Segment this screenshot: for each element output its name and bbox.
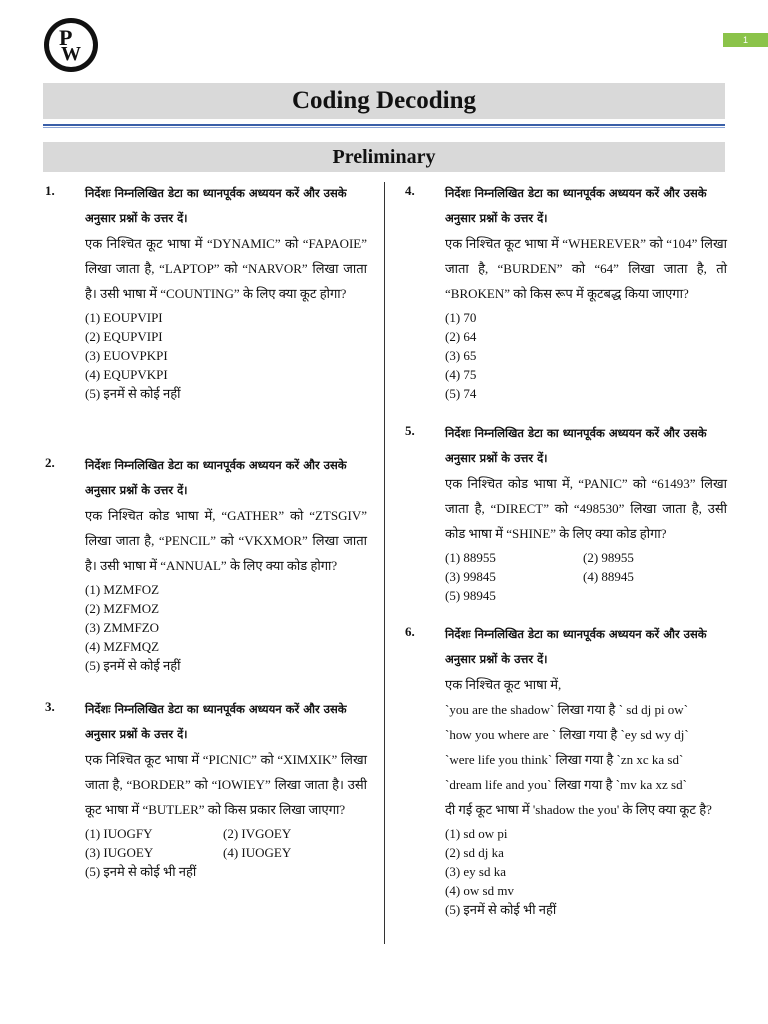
option: (1) MZMFOZ: [85, 582, 160, 597]
question-instruction: निर्देशः निम्नलिखित डेटा का ध्यानपूर्वक अध्ययन करें और उसके अनुसार प्रश्नों के उत्तर दें।: [85, 186, 347, 225]
stem-line: `you are the shadow` लिखा गया है ` sd dj pi ow`: [445, 702, 689, 717]
option: (5) इनमे से कोई भी नहीं: [85, 864, 197, 879]
option: (2) MZFMOZ: [85, 601, 160, 616]
option: (3) IUGOEY: [85, 845, 154, 860]
option: (4) 88945: [583, 569, 634, 584]
question-instruction: निर्देशः निम्नलिखित डेटा का ध्यानपूर्वक अध्ययन करें और उसके अनुसार प्रश्नों के उत्तर दें।: [445, 426, 707, 465]
option: (4) EQUPVKPI: [85, 367, 168, 382]
question-instruction: निर्देशः निम्नलिखित डेटा का ध्यानपूर्वक अध्ययन करें और उसके अनुसार प्रश्नों के उत्तर दें।: [445, 186, 707, 225]
section-title: Preliminary: [43, 142, 725, 172]
option: (1) sd ow pi: [445, 826, 508, 841]
options-list: [85, 824, 367, 881]
question-number: 4.: [405, 183, 415, 198]
column-divider: [384, 182, 385, 944]
page-title: Coding Decoding: [43, 83, 725, 119]
question-stem: एक निश्चित कूट भाषा में “PICNIC” को “XIMXIK” लिखा जाता है, “BORDER” को “IOWIEY” लिखा जाता है। उसी कूट भाषा में “BUTLER” को किस प्रकार लिखा जाएगा?: [85, 752, 367, 817]
options-list: [445, 824, 727, 919]
question-instruction: निर्देशः निम्नलिखित डेटा का ध्यानपूर्वक अध्ययन करें और उसके अनुसार प्रश्नों के उत्तर दें।: [85, 458, 347, 497]
option: (1) EOUPVIPI: [85, 310, 163, 325]
option: (2) 98955: [583, 550, 634, 565]
option: (5) 74: [445, 386, 477, 401]
option: (2) sd dj ka: [445, 845, 504, 860]
title-divider-thin: [43, 127, 725, 128]
options-list: [445, 308, 727, 403]
question-number: 6.: [405, 624, 415, 639]
option: (4) MZFMQZ: [85, 639, 160, 654]
title-divider: [43, 124, 725, 126]
question-stem: एक निश्चित कोड भाषा में, “GATHER” को “ZTSGIV” लिखा जाता है, “PENCIL” को “VKXMOR” लिखा जाता है। उसी भाषा में “ANNUAL” के लिए क्या कोड होगा?: [85, 508, 367, 573]
option: (4) IUOGEY: [223, 845, 292, 860]
options-list: [85, 580, 367, 675]
stem-line: दी गई कूट भाषा में 'shadow the you' के लिए क्या कूट है?: [445, 802, 712, 817]
question-stem: [445, 672, 727, 822]
question-instruction: निर्देशः निम्नलिखित डेटा का ध्यानपूर्वक अध्ययन करें और उसके अनुसार प्रश्नों के उत्तर दें।: [85, 702, 347, 741]
option: (3) 99845: [445, 569, 496, 584]
option: (3) ey sd ka: [445, 864, 507, 879]
stem-line: `dream life and you` लिखा गया है `mv ka xz sd`: [445, 777, 687, 792]
stem-line: `how you where are ` लिखा गया है `ey sd wy dj`: [445, 727, 689, 742]
option: (5) 98945: [445, 588, 496, 603]
question-instruction: निर्देशः निम्नलिखित डेटा का ध्यानपूर्वक अध्ययन करें और उसके अनुसार प्रश्नों के उत्तर दें।: [445, 627, 707, 666]
pw-logo-mark: P W: [49, 23, 93, 67]
option: (2) 64: [445, 329, 477, 344]
option: (4) 75: [445, 367, 477, 382]
option: (5) इनमें से कोई नहीं: [85, 658, 181, 673]
option: (2) EQUPVIPI: [85, 329, 163, 344]
option: (3) 65: [445, 348, 477, 363]
stem-line: एक निश्चित कूट भाषा में,: [445, 677, 562, 692]
options-list: [445, 548, 727, 605]
option: (4) ow sd mv: [445, 883, 514, 898]
option: (3) ZMMFZO: [85, 620, 160, 635]
option: (1) 88955: [445, 550, 496, 565]
stem-line: `were life you think` लिखा गया है `zn xc ka sd`: [445, 752, 684, 767]
question-stem: एक निश्चित कोड भाषा में, “PANIC” को “61493” लिखा जाता है, “DIRECT” को “498530” लिखा जाता है, उसी कोड भाषा में “SHINE” के लिए क्या कोड होगा?: [445, 476, 727, 541]
option: (5) इनमें से कोई भी नहीं: [445, 902, 557, 917]
question-number: 2.: [45, 455, 55, 470]
option: (5) इनमें से कोई नहीं: [85, 386, 181, 401]
question-stem: एक निश्चित कूट भाषा में “DYNAMIC” को “FAPAOIE” लिखा जाता है, “LAPTOP” को “NARVOR” लिखा जाता है। उसी भाषा में “COUNTING” के लिए क्या कूट होगा?: [85, 236, 367, 301]
pw-logo: [44, 18, 98, 72]
question-number: 3.: [45, 699, 55, 714]
question-number: 5.: [405, 423, 415, 438]
option: (2) IVGOEY: [223, 826, 292, 841]
option: (1) 70: [445, 310, 477, 325]
options-list: [85, 308, 367, 403]
question-stem: एक निश्चित कूट भाषा में “WHEREVER” को “104” लिखा जाता है, “BURDEN” को “64” लिखा जाता है, तो “BROKEN” को किस रूप में कूटबद्ध किया जाएगा?: [445, 236, 727, 301]
option: (1) IUOGFY: [85, 826, 153, 841]
page-number: 1: [723, 33, 768, 47]
option: (3) EUOVPKPI: [85, 348, 168, 363]
question-number: 1.: [45, 183, 55, 198]
